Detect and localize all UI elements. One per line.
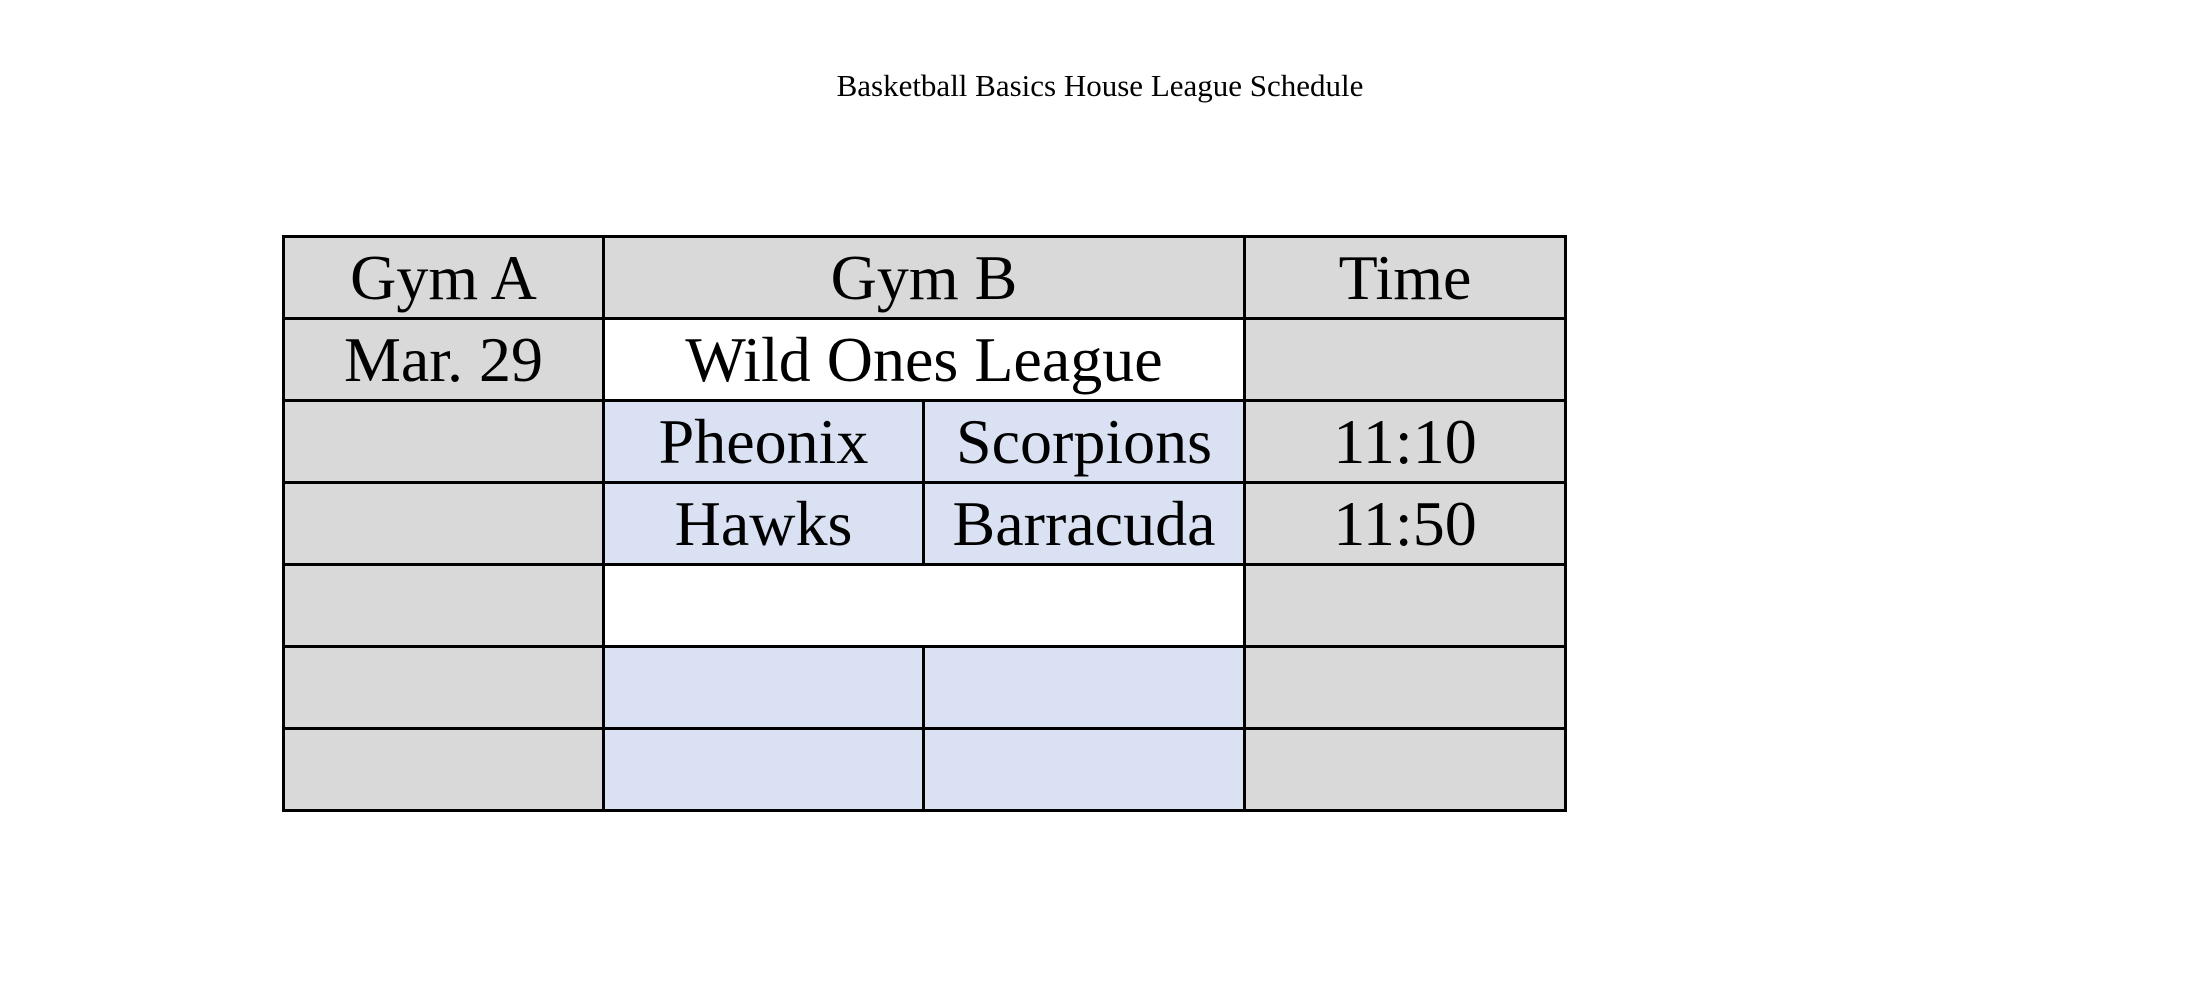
team-cell-away xyxy=(924,729,1245,811)
game-time-cell xyxy=(1245,565,1566,647)
game-row xyxy=(284,401,1566,483)
game-time-cell xyxy=(1245,647,1566,729)
game-time-cell xyxy=(1245,729,1566,811)
page-title: Basketball Basics House League Schedule xyxy=(836,68,1364,103)
team-cell-home xyxy=(604,647,924,729)
gym-a-cell xyxy=(284,401,604,483)
team-cell-away: Scorpions xyxy=(924,401,1245,483)
gym-a-cell xyxy=(284,647,604,729)
header-gym-b: Gym B xyxy=(604,237,1245,319)
league-name-cell-empty xyxy=(604,565,1245,647)
date-row-time-cell xyxy=(1245,319,1566,401)
date-cell: Mar. 29 xyxy=(284,319,604,401)
league-name-cell: Wild Ones League xyxy=(604,319,1245,401)
schedule-table xyxy=(282,235,1567,812)
gym-a-cell xyxy=(284,483,604,565)
team-cell-away: Barracuda xyxy=(924,483,1245,565)
team-cell-home: Pheonix xyxy=(604,401,924,483)
header-time: Time xyxy=(1245,237,1566,319)
header-gym-a: Gym A xyxy=(284,237,604,319)
game-row-empty xyxy=(284,647,1566,729)
game-row xyxy=(284,483,1566,565)
gym-a-cell xyxy=(284,565,604,647)
gym-a-cell xyxy=(284,729,604,811)
header-row xyxy=(284,237,1566,319)
team-cell-home: Hawks xyxy=(604,483,924,565)
team-cell-home xyxy=(604,729,924,811)
game-time-cell: 11:10 xyxy=(1245,401,1566,483)
date-row xyxy=(284,319,1566,401)
team-cell-away xyxy=(924,647,1245,729)
game-row-empty xyxy=(284,729,1566,811)
league-row-empty xyxy=(284,565,1566,647)
game-time-cell: 11:50 xyxy=(1245,483,1566,565)
